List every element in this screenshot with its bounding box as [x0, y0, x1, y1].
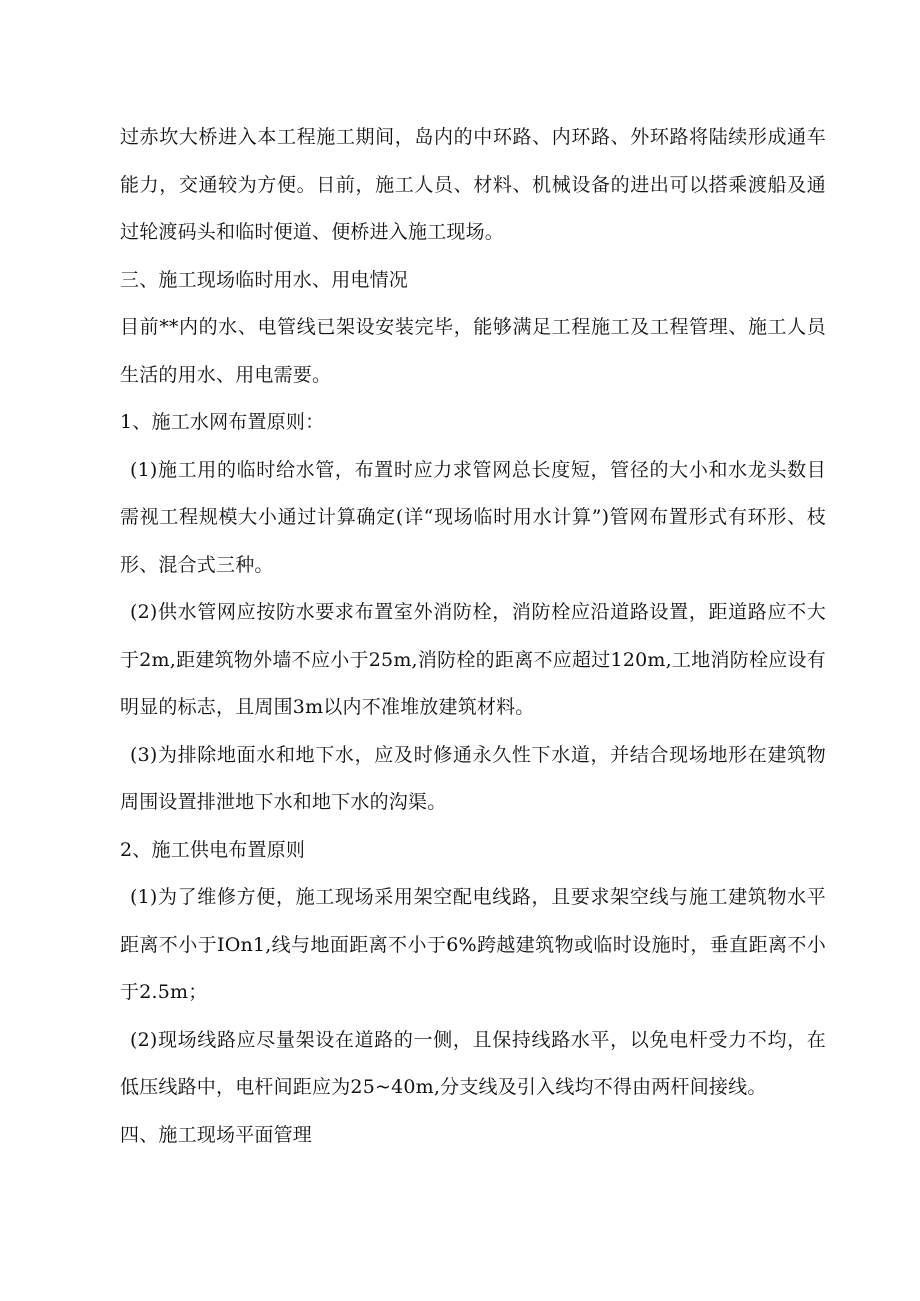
- section-heading-site-management: 四、施工现场平面管理: [120, 1123, 313, 1146]
- paragraph-water-pipe: (1)施工用的临时给水管，布置时应力求管网总长度短，管径的大小和水龙头数目需视工程规模大小通过计算确定(详“现场临时用水计算”)管网布置形式有环形、枝形、混合式三种。: [120, 458, 826, 576]
- subheading-water-network: 1、施工水网布置原则：: [120, 411, 325, 433]
- document-body: [120, 114, 826, 1159]
- subheading-power-supply: 2、施工供电布置原则: [120, 838, 306, 861]
- paragraph-transport: 过赤坎大桥进入本工程施工期间，岛内的中环路、内环路、外环路将陆续形成通车能力，交通较为方便。日前，施工人员、材料、机械设备的进出可以搭乘渡船及通过轮渡码头和临时便道、便桥进入施工现场。: [120, 126, 826, 243]
- paragraph-fire-hydrant: (2)供水管网应按防水要求布置室外消防栓，消防栓应沿道路设置，距道路应不大于2m,距建筑物外墙不应小于25m,消防栓的距离不应超过120m,工地消防栓应设有明显的标志，且周围3m以内不准堆放建筑材料。: [120, 601, 826, 718]
- paragraph-drainage: (3)为排除地面水和地下水，应及时修通永久性下水道，并结合现场地形在建筑物周围设置排泄地下水和地下水的沟渠。: [120, 743, 826, 813]
- paragraph-overhead-lines: (1)为了维修方便，施工现场采用架空配电线路，且要求架空线与施工建筑物水平距离不小于IOn1,线与地面距离不小于6%跨越建筑物或临时设施时，垂直距离不小于2.5m；: [120, 886, 826, 1003]
- paragraph-line-routing: (2)现场线路应尽量架设在道路的一侧，且保持线路水平，以免电杆受力不均，在低压线路中，电杆间距应为25~40m,分支线及引入线均不得由两杆间接线。: [120, 1028, 826, 1098]
- paragraph-pipelines: 目前**内的水、电管线已架设安装完毕，能够满足工程施工及工程管理、施工人员生活的用水、用电需要。: [120, 316, 826, 386]
- section-heading-water-power: 三、施工现场临时用水、用电情况: [120, 268, 409, 291]
